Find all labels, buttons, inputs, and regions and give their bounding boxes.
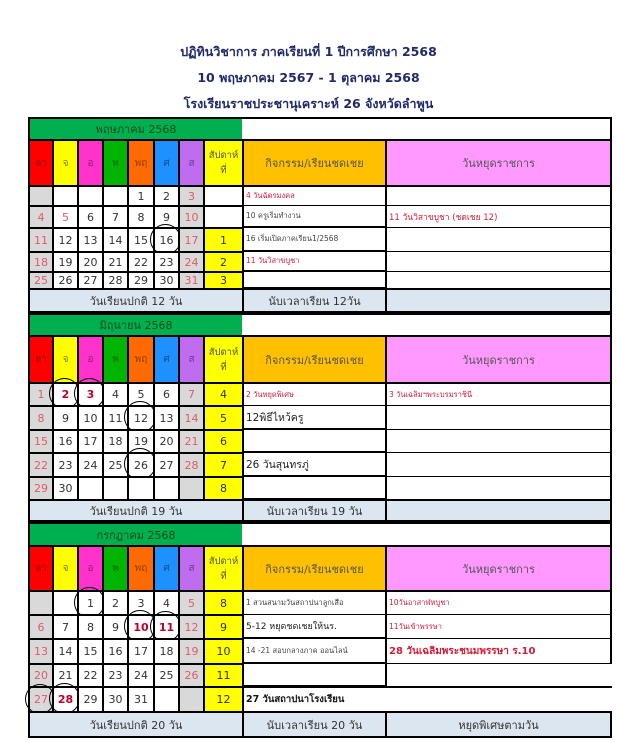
school-name: โรงเรียนราชประชานุเคราะห์ 26 จังหวัดลำพูน xyxy=(183,96,434,111)
day-cell[interactable]: 2 xyxy=(153,185,178,205)
day-cell[interactable]: 7 xyxy=(52,614,77,638)
day-cell[interactable]: 27 xyxy=(77,271,102,288)
week-number: 5 xyxy=(203,405,242,429)
holiday-note xyxy=(385,476,612,499)
day-cell[interactable]: 30 xyxy=(102,686,127,711)
day-cell[interactable]: 20 xyxy=(77,251,102,271)
week-number: 7 xyxy=(203,452,242,476)
day-cell[interactable]: 3 xyxy=(127,590,153,614)
week-number: 9 xyxy=(203,614,242,638)
day-cell[interactable]: 20 xyxy=(28,663,52,686)
holiday-note xyxy=(385,271,612,288)
day-header-2: อ xyxy=(77,335,102,382)
week-header: สัปดาห์ที่ xyxy=(203,139,242,185)
day-header-2: อ xyxy=(77,545,102,590)
day-header-5: ศ xyxy=(153,545,178,590)
day-cell[interactable]: 5 xyxy=(127,382,153,405)
day-header-3: พ xyxy=(102,545,127,590)
day-cell[interactable]: 9 xyxy=(102,614,127,638)
empty-day-cell xyxy=(28,590,52,614)
day-cell[interactable]: 1 xyxy=(77,590,102,614)
summary-school-days: วันเรียนปกติ 19 วัน xyxy=(28,499,242,522)
day-cell[interactable]: 29 xyxy=(77,686,102,711)
day-header-1: จ xyxy=(52,139,77,185)
day-cell[interactable]: 28 xyxy=(102,271,127,288)
day-cell[interactable]: 4 xyxy=(153,590,178,614)
empty-day-cell xyxy=(153,476,178,499)
empty-day-cell xyxy=(52,590,77,614)
activity-note xyxy=(242,476,385,499)
holidays-header: วันหยุดราชการ xyxy=(385,545,612,590)
day-cell[interactable]: 13 xyxy=(153,405,178,429)
holidays-header: วันหยุดราชการ xyxy=(385,139,612,185)
day-cell[interactable]: 12 xyxy=(52,227,77,251)
day-cell[interactable]: 30 xyxy=(153,271,178,288)
day-cell[interactable]: 12 xyxy=(178,614,203,638)
empty-day-cell xyxy=(52,185,77,205)
day-header-1: จ xyxy=(52,545,77,590)
day-cell[interactable]: 14 xyxy=(102,227,127,251)
day-header-0: อา xyxy=(28,545,52,590)
day-cell[interactable]: 5 xyxy=(178,590,203,614)
empty-day-cell xyxy=(77,185,102,205)
activity-note xyxy=(242,663,385,686)
day-cell[interactable]: 31 xyxy=(127,686,153,711)
day-cell[interactable]: 4 xyxy=(28,205,52,227)
day-cell[interactable]: 23 xyxy=(153,251,178,271)
month-title: พฤษภาคม 2568 xyxy=(28,117,242,139)
day-cell[interactable]: 27 xyxy=(153,452,178,476)
calendar-date-range: 10 พฤษภาคม 2567 - 1 ตุลาคม 2568 xyxy=(197,70,420,85)
day-cell[interactable]: 10 xyxy=(127,614,153,638)
week-number xyxy=(203,205,242,227)
day-cell[interactable]: 18 xyxy=(102,429,127,452)
activity-note: 4 วันฉัตรมงคล xyxy=(242,185,385,205)
day-cell[interactable]: 21 xyxy=(102,251,127,271)
empty-day-cell xyxy=(28,185,52,205)
day-header-5: ศ xyxy=(153,139,178,185)
activity-note: 2 วันหยุดพิเศษ xyxy=(242,382,385,405)
day-cell[interactable]: 24 xyxy=(178,251,203,271)
day-cell[interactable]: 15 xyxy=(127,227,153,251)
activity-note: 14 -21 สอบกลางภาค ออนไลน์ xyxy=(242,638,385,663)
activity-note xyxy=(242,271,385,288)
day-cell[interactable]: 17 xyxy=(77,429,102,452)
day-cell[interactable]: 8 xyxy=(77,614,102,638)
day-cell[interactable]: 26 xyxy=(178,663,203,686)
holiday-note: 11 วันวิสาขบูชา (ชดเชย 12) xyxy=(385,205,612,227)
day-cell[interactable]: 22 xyxy=(28,452,52,476)
day-cell[interactable]: 31 xyxy=(178,271,203,288)
day-cell[interactable]: 18 xyxy=(153,638,178,663)
day-cell[interactable]: 11 xyxy=(28,227,52,251)
calendar-title: ปฏิทินวิชาการ ภาคเรียนที่ 1 ปีการศึกษา 2568 xyxy=(180,44,437,59)
day-cell[interactable]: 7 xyxy=(178,382,203,405)
week-number: 11 xyxy=(203,663,242,686)
month-title: มิถุนายน 2568 xyxy=(28,313,242,335)
summary-study-time: นับเวลาเรียน 20 วัน xyxy=(242,711,385,738)
day-cell[interactable]: 24 xyxy=(77,452,102,476)
week-number: 2 xyxy=(203,251,242,271)
day-header-4: พฤ xyxy=(127,335,153,382)
activities-header: กิจกรรม/เรียนชดเชย xyxy=(242,335,385,382)
day-cell[interactable]: 28 xyxy=(52,686,77,711)
day-cell[interactable]: 16 xyxy=(52,429,77,452)
activities-header: กิจกรรม/เรียนชดเชย xyxy=(242,545,385,590)
day-cell[interactable]: 3 xyxy=(178,185,203,205)
week-number: 6 xyxy=(203,429,242,452)
day-cell[interactable]: 25 xyxy=(102,452,127,476)
activity-note: 12พิธีไหว้ครู xyxy=(242,405,385,429)
summary-extra: หยุดพิเศษตามวัน xyxy=(385,711,612,738)
week-number: 3 xyxy=(203,271,242,288)
month-title-blank xyxy=(242,117,612,139)
day-cell[interactable]: 22 xyxy=(127,251,153,271)
day-cell[interactable]: 10 xyxy=(178,205,203,227)
holiday-note xyxy=(385,663,612,686)
empty-day-cell xyxy=(127,476,153,499)
week-number: 1 xyxy=(203,227,242,251)
day-cell[interactable]: 22 xyxy=(77,663,102,686)
activity-note: 16 เริ่มเปิดภาคเรียน1/2568 xyxy=(242,227,385,251)
day-cell[interactable]: 13 xyxy=(77,227,102,251)
day-cell[interactable]: 24 xyxy=(127,663,153,686)
day-cell[interactable]: 17 xyxy=(178,227,203,251)
holiday-note xyxy=(385,251,612,271)
empty-day-cell xyxy=(178,686,203,711)
day-cell[interactable]: 12 xyxy=(127,405,153,429)
day-cell[interactable]: 1 xyxy=(127,185,153,205)
week-number xyxy=(203,185,242,205)
day-cell[interactable]: 15 xyxy=(28,429,52,452)
day-cell[interactable]: 5 xyxy=(52,205,77,227)
day-header-1: จ xyxy=(52,335,77,382)
day-header-6: ส xyxy=(178,545,203,590)
day-cell[interactable]: 2 xyxy=(52,382,77,405)
day-cell[interactable]: 9 xyxy=(153,205,178,227)
day-header-6: ส xyxy=(178,139,203,185)
day-cell[interactable]: 27 xyxy=(28,686,52,711)
activity-note xyxy=(242,429,385,452)
week-number: 8 xyxy=(203,476,242,499)
day-cell[interactable]: 8 xyxy=(28,405,52,429)
summary-extra xyxy=(385,288,612,313)
day-cell[interactable]: 23 xyxy=(102,663,127,686)
activity-note: 5-12 หยุดชดเชยให้นร. xyxy=(242,614,385,638)
day-cell[interactable]: 11 xyxy=(153,614,178,638)
day-cell[interactable]: 23 xyxy=(52,452,77,476)
day-cell[interactable]: 29 xyxy=(127,271,153,288)
holiday-note: 28 วันเฉลิมพระชนมพรรษา ร.10 xyxy=(385,638,612,663)
day-cell[interactable]: 26 xyxy=(52,271,77,288)
month-title-blank xyxy=(242,522,612,545)
holiday-note: 11วันเข้าพรรษา xyxy=(385,614,612,638)
activities-header: กิจกรรม/เรียนชดเชย xyxy=(242,139,385,185)
holiday-note xyxy=(385,405,612,429)
day-cell[interactable]: 19 xyxy=(127,429,153,452)
holidays-header: วันหยุดราชการ xyxy=(385,335,612,382)
day-cell[interactable]: 3 xyxy=(77,382,102,405)
summary-extra xyxy=(385,499,612,522)
day-cell[interactable]: 18 xyxy=(28,251,52,271)
activity-note: 27 วันสถาปนาโรงเรียน xyxy=(242,686,612,711)
day-cell[interactable]: 2 xyxy=(102,590,127,614)
day-header-2: อ xyxy=(77,139,102,185)
holiday-note: 10วันอาสาฬหบูชา xyxy=(385,590,612,614)
day-cell[interactable]: 20 xyxy=(153,429,178,452)
holiday-note xyxy=(385,429,612,452)
holiday-note xyxy=(385,185,612,205)
day-cell[interactable]: 13 xyxy=(28,638,52,663)
week-number: 4 xyxy=(203,382,242,405)
day-cell[interactable]: 8 xyxy=(127,205,153,227)
week-header: สัปดาห์ที่ xyxy=(203,545,242,590)
day-cell[interactable]: 16 xyxy=(153,227,178,251)
summary-school-days: วันเรียนปกติ 12 วัน xyxy=(28,288,242,313)
activity-note: 1 สวนสนามวันสถาปนาลูกเสือ xyxy=(242,590,385,614)
day-cell[interactable]: 21 xyxy=(52,663,77,686)
activity-note: 11 วันวิสาขบูชา xyxy=(242,251,385,271)
day-cell[interactable]: 11 xyxy=(102,405,127,429)
day-cell[interactable]: 14 xyxy=(52,638,77,663)
day-header-0: อา xyxy=(28,139,52,185)
week-header: สัปดาห์ที่ xyxy=(203,335,242,382)
empty-day-cell xyxy=(178,476,203,499)
day-cell[interactable]: 6 xyxy=(77,205,102,227)
week-number: 8 xyxy=(203,590,242,614)
day-cell[interactable]: 1 xyxy=(28,382,52,405)
day-header-3: พ xyxy=(102,139,127,185)
day-cell[interactable]: 6 xyxy=(28,614,52,638)
day-cell[interactable]: 19 xyxy=(178,638,203,663)
day-cell[interactable]: 25 xyxy=(28,271,52,288)
holiday-note xyxy=(385,227,612,251)
day-header-4: พฤ xyxy=(127,545,153,590)
empty-day-cell xyxy=(77,476,102,499)
day-header-3: พ xyxy=(102,335,127,382)
day-cell[interactable]: 28 xyxy=(178,452,203,476)
day-cell[interactable]: 25 xyxy=(153,663,178,686)
day-cell[interactable]: 26 xyxy=(127,452,153,476)
week-number: 10 xyxy=(203,638,242,663)
empty-day-cell xyxy=(153,686,178,711)
day-header-0: อา xyxy=(28,335,52,382)
day-cell[interactable]: 10 xyxy=(77,405,102,429)
day-cell[interactable]: 7 xyxy=(102,205,127,227)
summary-school-days: วันเรียนปกติ 20 วัน xyxy=(28,711,242,738)
day-cell[interactable]: 16 xyxy=(102,638,127,663)
month-title: กรกฎาคม 2568 xyxy=(28,522,242,545)
day-cell[interactable]: 21 xyxy=(178,429,203,452)
day-header-5: ศ xyxy=(153,335,178,382)
day-cell[interactable]: 30 xyxy=(52,476,77,499)
holiday-note: 3 วันเฉลิมฯพระบรมราชินี xyxy=(385,382,612,405)
day-cell[interactable]: 17 xyxy=(127,638,153,663)
activity-note: 10 ครูเริ่มทำงาน xyxy=(242,205,385,227)
day-cell[interactable]: 9 xyxy=(52,405,77,429)
month-title-blank xyxy=(242,313,612,335)
empty-day-cell xyxy=(102,476,127,499)
summary-study-time: นับเวลาเรียน 12วัน xyxy=(242,288,385,313)
day-cell[interactable]: 4 xyxy=(102,382,127,405)
summary-study-time: นับเวลาเรียน 19 วัน xyxy=(242,499,385,522)
holiday-note xyxy=(385,452,612,476)
day-cell[interactable]: 29 xyxy=(28,476,52,499)
empty-day-cell xyxy=(102,185,127,205)
week-number: 12 xyxy=(203,686,242,711)
day-cell[interactable]: 6 xyxy=(153,382,178,405)
day-header-6: ส xyxy=(178,335,203,382)
activity-note: 26 วันสุนทรภู่ xyxy=(242,452,385,476)
day-cell[interactable]: 15 xyxy=(77,638,102,663)
day-cell[interactable]: 19 xyxy=(52,251,77,271)
day-cell[interactable]: 14 xyxy=(178,405,203,429)
day-header-4: พฤ xyxy=(127,139,153,185)
